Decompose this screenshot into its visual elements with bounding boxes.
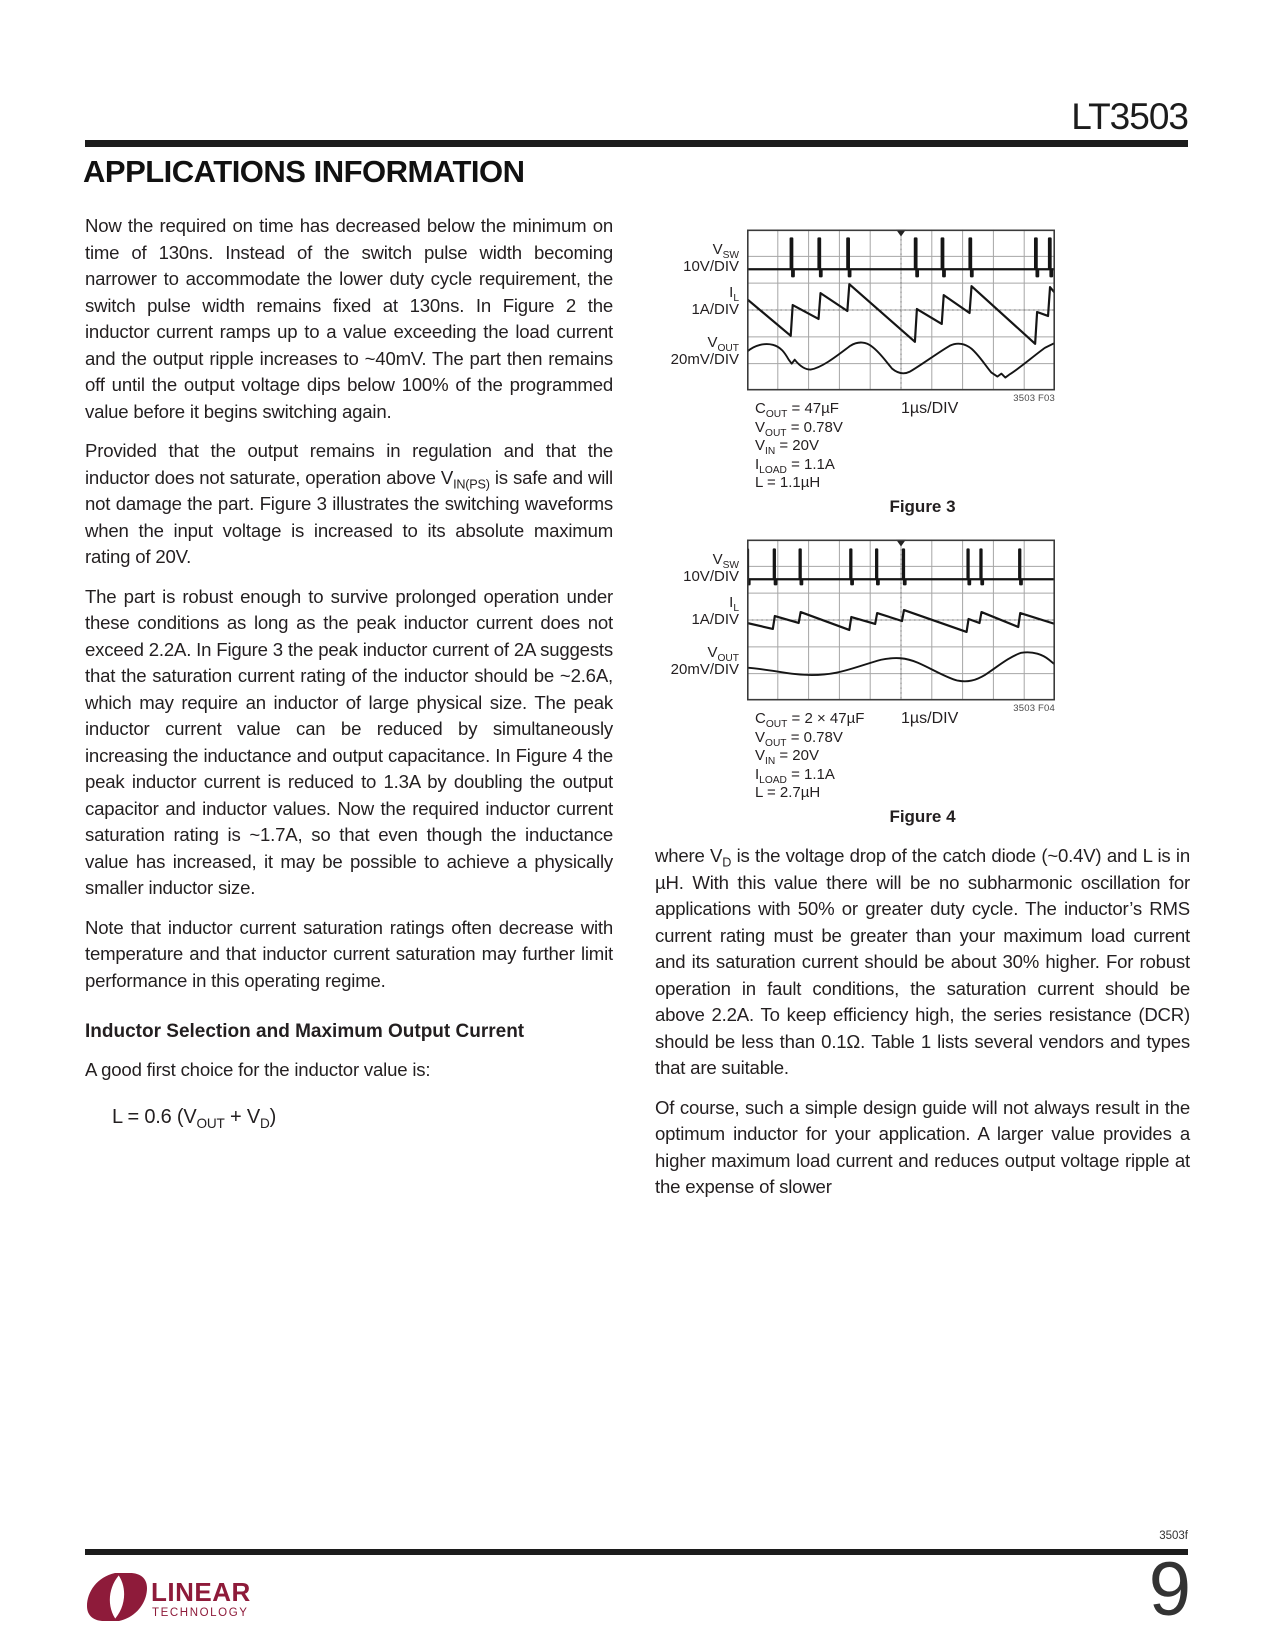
trace-scale: 10V/DIV: [683, 258, 739, 275]
timebase-label: 1µs/DIV: [901, 710, 959, 727]
trace-scale: 1A/DIV: [691, 301, 739, 318]
linear-technology-logo: [85, 1570, 265, 1624]
trace-symbol: $V_{SW}$: [712, 551, 739, 571]
figure-3-captions: [655, 393, 1190, 497]
inductor-formula: L = 0.6 $(V_{OUT} + V_D)$: [112, 1105, 277, 1131]
svg-text:LINEAR: LINEAR: [151, 1577, 251, 1607]
condition-line: $I_{LOAD} = 1.1A$: [755, 455, 835, 476]
figure-3-scope-area: [655, 229, 1190, 391]
svg-text:TECHNOLOGY: TECHNOLOGY: [152, 1607, 249, 1619]
trace-label-vout: [655, 334, 739, 368]
right-column-text: [655, 843, 1190, 1201]
condition-line: $V_{OUT} = 0.78V$: [755, 418, 843, 439]
footer-rule: [85, 1549, 1188, 1555]
condition-line: $V_{IN} = 20V$: [755, 437, 819, 457]
figure-3: [655, 229, 1190, 517]
trace-scale: 10V/DIV: [683, 568, 739, 585]
trace-scale: 20mV/DIV: [670, 661, 739, 678]
trace-label-vsw: [655, 241, 739, 275]
paragraph: where $V_D$ is the voltage drop of the catch diode (~0.4V) and L is in µH. With this value there will be no subharmonic oscillation for applications with 50% or greater duty cycle. The inductor’s RMS current rating must be greater than your maximum load current and its saturation current should be about 30% higher. For robust operation in fault conditions, the saturation current should be above 2.2A. To keep efficiency high, the series resistance (DCR) should be less than 0.1Ω. Table 1 lists several vendors and types that are suitable.: [655, 845, 1190, 1078]
trace-scale: 20mV/DIV: [670, 351, 739, 368]
figure-4: [655, 539, 1190, 827]
trace-label-vout: [655, 644, 739, 678]
figure-4-scope-area: [655, 539, 1190, 701]
section-title: APPLICATIONS INFORMATION: [83, 154, 525, 189]
scope-reference: 3503 F04: [1013, 703, 1055, 714]
trace-label-vsw: [655, 551, 739, 585]
trace-label-il: [655, 284, 739, 318]
scope-reference: 3503 F03: [1013, 393, 1055, 404]
condition-line: L = 1.1µH: [755, 474, 821, 491]
condition-line: $C_{OUT} = 2 \times 47\mu F$: [755, 710, 865, 730]
trace-symbol: $V_{OUT}$: [707, 644, 739, 664]
paragraph: The part is robust enough to survive prolonged operation under these conditions as long as the peak inductor current does not exceed 2.2A. In Figure 3 the peak inductor current of 2A suggests that the saturation current rating of the inductor should be ~2.6A, which may require an inductor of large physical size. The peak inductor current value can be reduced by simultaneously increasing the inductance and output capacitance. In Figure 4 the peak inductor current is reduced to 1.3A by doubling the output capacitor and inductor values. Now the required inductor current saturation rating is ~1.7A, so that even though the inductance value has increased, it may be possible to achieve a physically smaller inductor size.: [85, 585, 613, 898]
trace-symbol: $V_{SW}$: [712, 241, 739, 261]
paragraph: A good first choice for the inductor value is:: [85, 1059, 431, 1080]
part-number: LT3503: [1071, 96, 1188, 137]
right-column: [655, 213, 1190, 1201]
condition-line: $I_{LOAD} = 1.1A$: [755, 765, 835, 786]
oscilloscope-screenshot-figure-4: [747, 539, 1055, 701]
timebase-label: 1µs/DIV: [901, 400, 959, 417]
lt-logo-icon: [85, 1570, 265, 1624]
figure-caption: Figure 3: [889, 497, 956, 516]
document-code: 3503f: [1159, 1530, 1188, 1542]
header-rule: [85, 140, 1188, 147]
paragraph: Provided that the output remains in regulation and that the inductor does not saturate, operation above $V_{IN(PS)}$ is safe and will not damage the part. Figure 3 illustrates the switching waveforms when the input voltage is increased to its absolute maximum rating of 20V.: [85, 440, 613, 567]
condition-line: $V_{OUT} = 0.78V$: [755, 728, 843, 749]
paragraph: Of course, such a simple design guide will not always result in the optimum inductor for your application. A larger value provides a higher maximum load current and reduces output voltage ripple at the expense of slower: [655, 1096, 1190, 1197]
trace-label-il: [655, 594, 739, 628]
condition-line: $C_{OUT} = 47\mu F$: [755, 400, 839, 420]
oscilloscope-screenshot-figure-3: [747, 229, 1055, 391]
test-conditions: [755, 400, 843, 493]
test-conditions: [755, 710, 864, 803]
paragraph: Note that inductor current saturation ratings often decrease with temperature and that inductor current saturation may further limit performance in this operating regime.: [85, 916, 613, 991]
trace-symbol: $I_L$: [729, 284, 739, 304]
subheading: Inductor Selection and Maximum Output Current: [85, 1021, 525, 1042]
paragraph: Now the required on time has decreased below the minimum on time of 130ns. Instead of the switch pulse width becoming narrower to accommodate the lower duty cycle requirement, the switch pulse width remains fixed at 130ns. In Figure 2 the inductor current ramps up to a value exceeding the load current and the output ripple increases to ~40mV. The part then remains off until the output voltage dips below 100% of the programmed value before it begins switching again.: [85, 215, 613, 422]
trace-symbol: $V_{OUT}$: [707, 334, 739, 354]
condition-line: $V_{IN} = 20V$: [755, 747, 819, 767]
figure-caption: Figure 4: [889, 807, 956, 826]
page-number: 9: [1148, 1547, 1190, 1632]
trace-symbol: $I_L$: [729, 594, 739, 614]
trace-scale: 1A/DIV: [691, 611, 739, 628]
condition-line: L = 2.7µH: [755, 784, 821, 801]
figure-4-captions: [655, 703, 1190, 807]
left-column: [85, 213, 613, 1129]
